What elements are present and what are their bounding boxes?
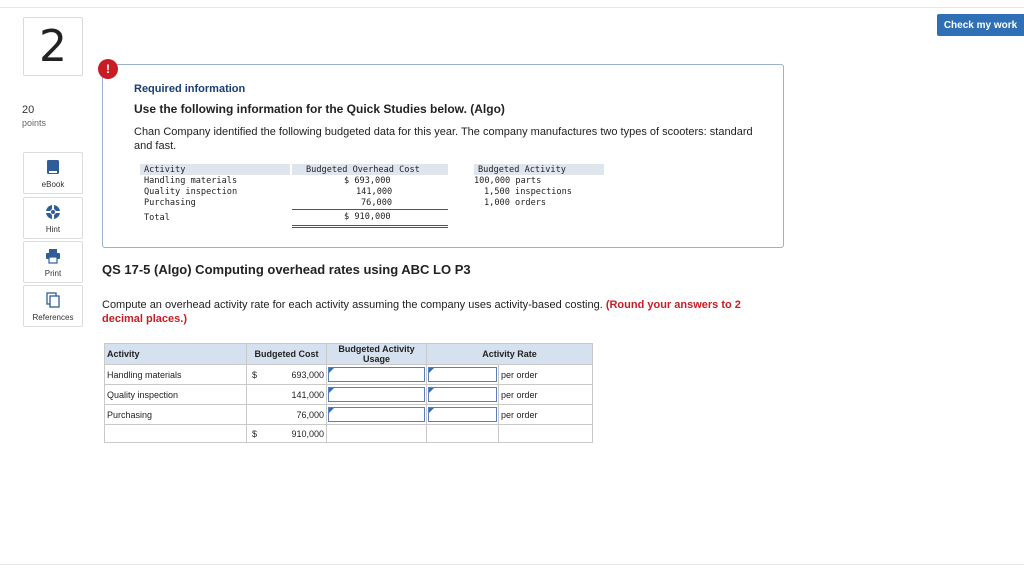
- rate-unit: per order: [499, 365, 593, 385]
- given-header-cost: Budgeted Overhead Cost: [306, 165, 420, 175]
- rate-cell: [427, 365, 499, 385]
- cost-value: 693,000: [291, 369, 324, 380]
- rate-input-3[interactable]: [428, 407, 497, 422]
- table-row: [105, 385, 593, 405]
- alert-icon: !: [98, 59, 118, 79]
- total-empty-rate: [427, 425, 499, 443]
- intro-text: Chan Company identified the following budgeted data for this year. The company manufactures two types of scooters: standard and fast.: [134, 126, 753, 152]
- answer-table: [104, 343, 593, 443]
- activity-name: Quality inspection: [105, 385, 247, 405]
- activity-name: Purchasing: [105, 405, 247, 425]
- instruction-rounding: (Round your answers to 2 decimal places.): [102, 299, 741, 325]
- rate-unit: per order: [499, 405, 593, 425]
- references-button[interactable]: [23, 285, 83, 327]
- instruction-text: [102, 298, 782, 326]
- usage-input-3[interactable]: [328, 407, 425, 422]
- print-icon: [45, 248, 61, 269]
- given-cost-1: $ 693,000: [344, 176, 391, 186]
- check-my-work-button[interactable]: Check my work: [937, 14, 1024, 36]
- given-header-activity: Activity: [144, 165, 186, 175]
- given-total-underline-1: [292, 225, 448, 226]
- given-activity-2: Quality inspection: [144, 187, 238, 197]
- total-empty-usage: [327, 425, 427, 443]
- given-cost-3: 76,000: [361, 198, 393, 208]
- points-value: 20: [22, 104, 35, 116]
- question-number: 2: [23, 17, 83, 76]
- usage-input-2[interactable]: [328, 387, 425, 402]
- col-activity: Activity: [105, 344, 247, 365]
- print-label: Print: [44, 269, 62, 278]
- rate-cell: [427, 385, 499, 405]
- total-row: [105, 425, 593, 443]
- hint-icon: [45, 204, 61, 225]
- col-activity-rate: Activity Rate: [427, 344, 593, 365]
- references-icon: [46, 292, 60, 313]
- usage-cell: [327, 365, 427, 385]
- given-activity-3: Purchasing: [144, 198, 196, 208]
- total-currency: $: [252, 428, 258, 439]
- rate-input-2[interactable]: [428, 387, 497, 402]
- answer-header-row: [105, 344, 593, 365]
- given-usage-1: 100,000 parts: [474, 176, 542, 186]
- usage-cell: [327, 405, 427, 425]
- table-row: [105, 405, 593, 425]
- col-activity-usage: Budgeted Activity Usage: [327, 344, 427, 365]
- print-button[interactable]: [23, 241, 83, 283]
- usage-input-1[interactable]: [328, 367, 425, 382]
- given-total-cost: $ 910,000: [344, 212, 391, 222]
- given-sum-line: [292, 209, 448, 210]
- hint-button[interactable]: [23, 197, 83, 239]
- bottom-divider: [0, 564, 1024, 565]
- top-divider: [0, 7, 1024, 8]
- ebook-button[interactable]: [23, 152, 83, 194]
- total-cost-value: 910,000: [291, 428, 324, 439]
- total-empty: [105, 425, 247, 443]
- budgeted-cost-cell: [247, 385, 327, 405]
- cost-value: 76,000: [296, 409, 324, 420]
- given-usage-3: 1,000 orders: [484, 198, 547, 208]
- budgeted-cost-cell: [247, 365, 327, 385]
- usage-cell: [327, 385, 427, 405]
- rate-unit: per order: [499, 385, 593, 405]
- rate-input-1[interactable]: [428, 367, 497, 382]
- table-row: [105, 365, 593, 385]
- cost-value: 141,000: [291, 389, 324, 400]
- given-total-underline-2: [292, 227, 448, 228]
- given-header-usage: Budgeted Activity: [478, 165, 566, 175]
- qs-title: QS 17-5 (Algo) Computing overhead rates using ABC LO P3: [102, 262, 471, 277]
- hint-label: Hint: [45, 225, 61, 234]
- rate-cell: [427, 405, 499, 425]
- given-cost-2: 141,000: [356, 187, 393, 197]
- total-cost-cell: [247, 425, 327, 443]
- activity-name: Handling materials: [105, 365, 247, 385]
- required-info-title: Required information: [134, 83, 246, 95]
- given-total-label: Total: [144, 213, 170, 223]
- currency-symbol: $: [252, 369, 258, 380]
- references-label: References: [32, 313, 74, 322]
- budgeted-cost-cell: [247, 405, 327, 425]
- use-following-heading: Use the following information for the Quick Studies below. (Algo): [134, 102, 505, 116]
- instruction-main: Compute an overhead activity rate for each activity assuming the company uses activity-based costing.: [102, 299, 603, 311]
- given-usage-2: 1,500 inspections: [484, 187, 572, 197]
- col-budgeted-cost: Budgeted Cost: [247, 344, 327, 365]
- total-empty-unit: [499, 425, 593, 443]
- ebook-label: eBook: [41, 180, 65, 189]
- book-icon: [46, 159, 60, 180]
- given-activity-1: Handling materials: [144, 176, 238, 186]
- points-label: points: [22, 118, 47, 128]
